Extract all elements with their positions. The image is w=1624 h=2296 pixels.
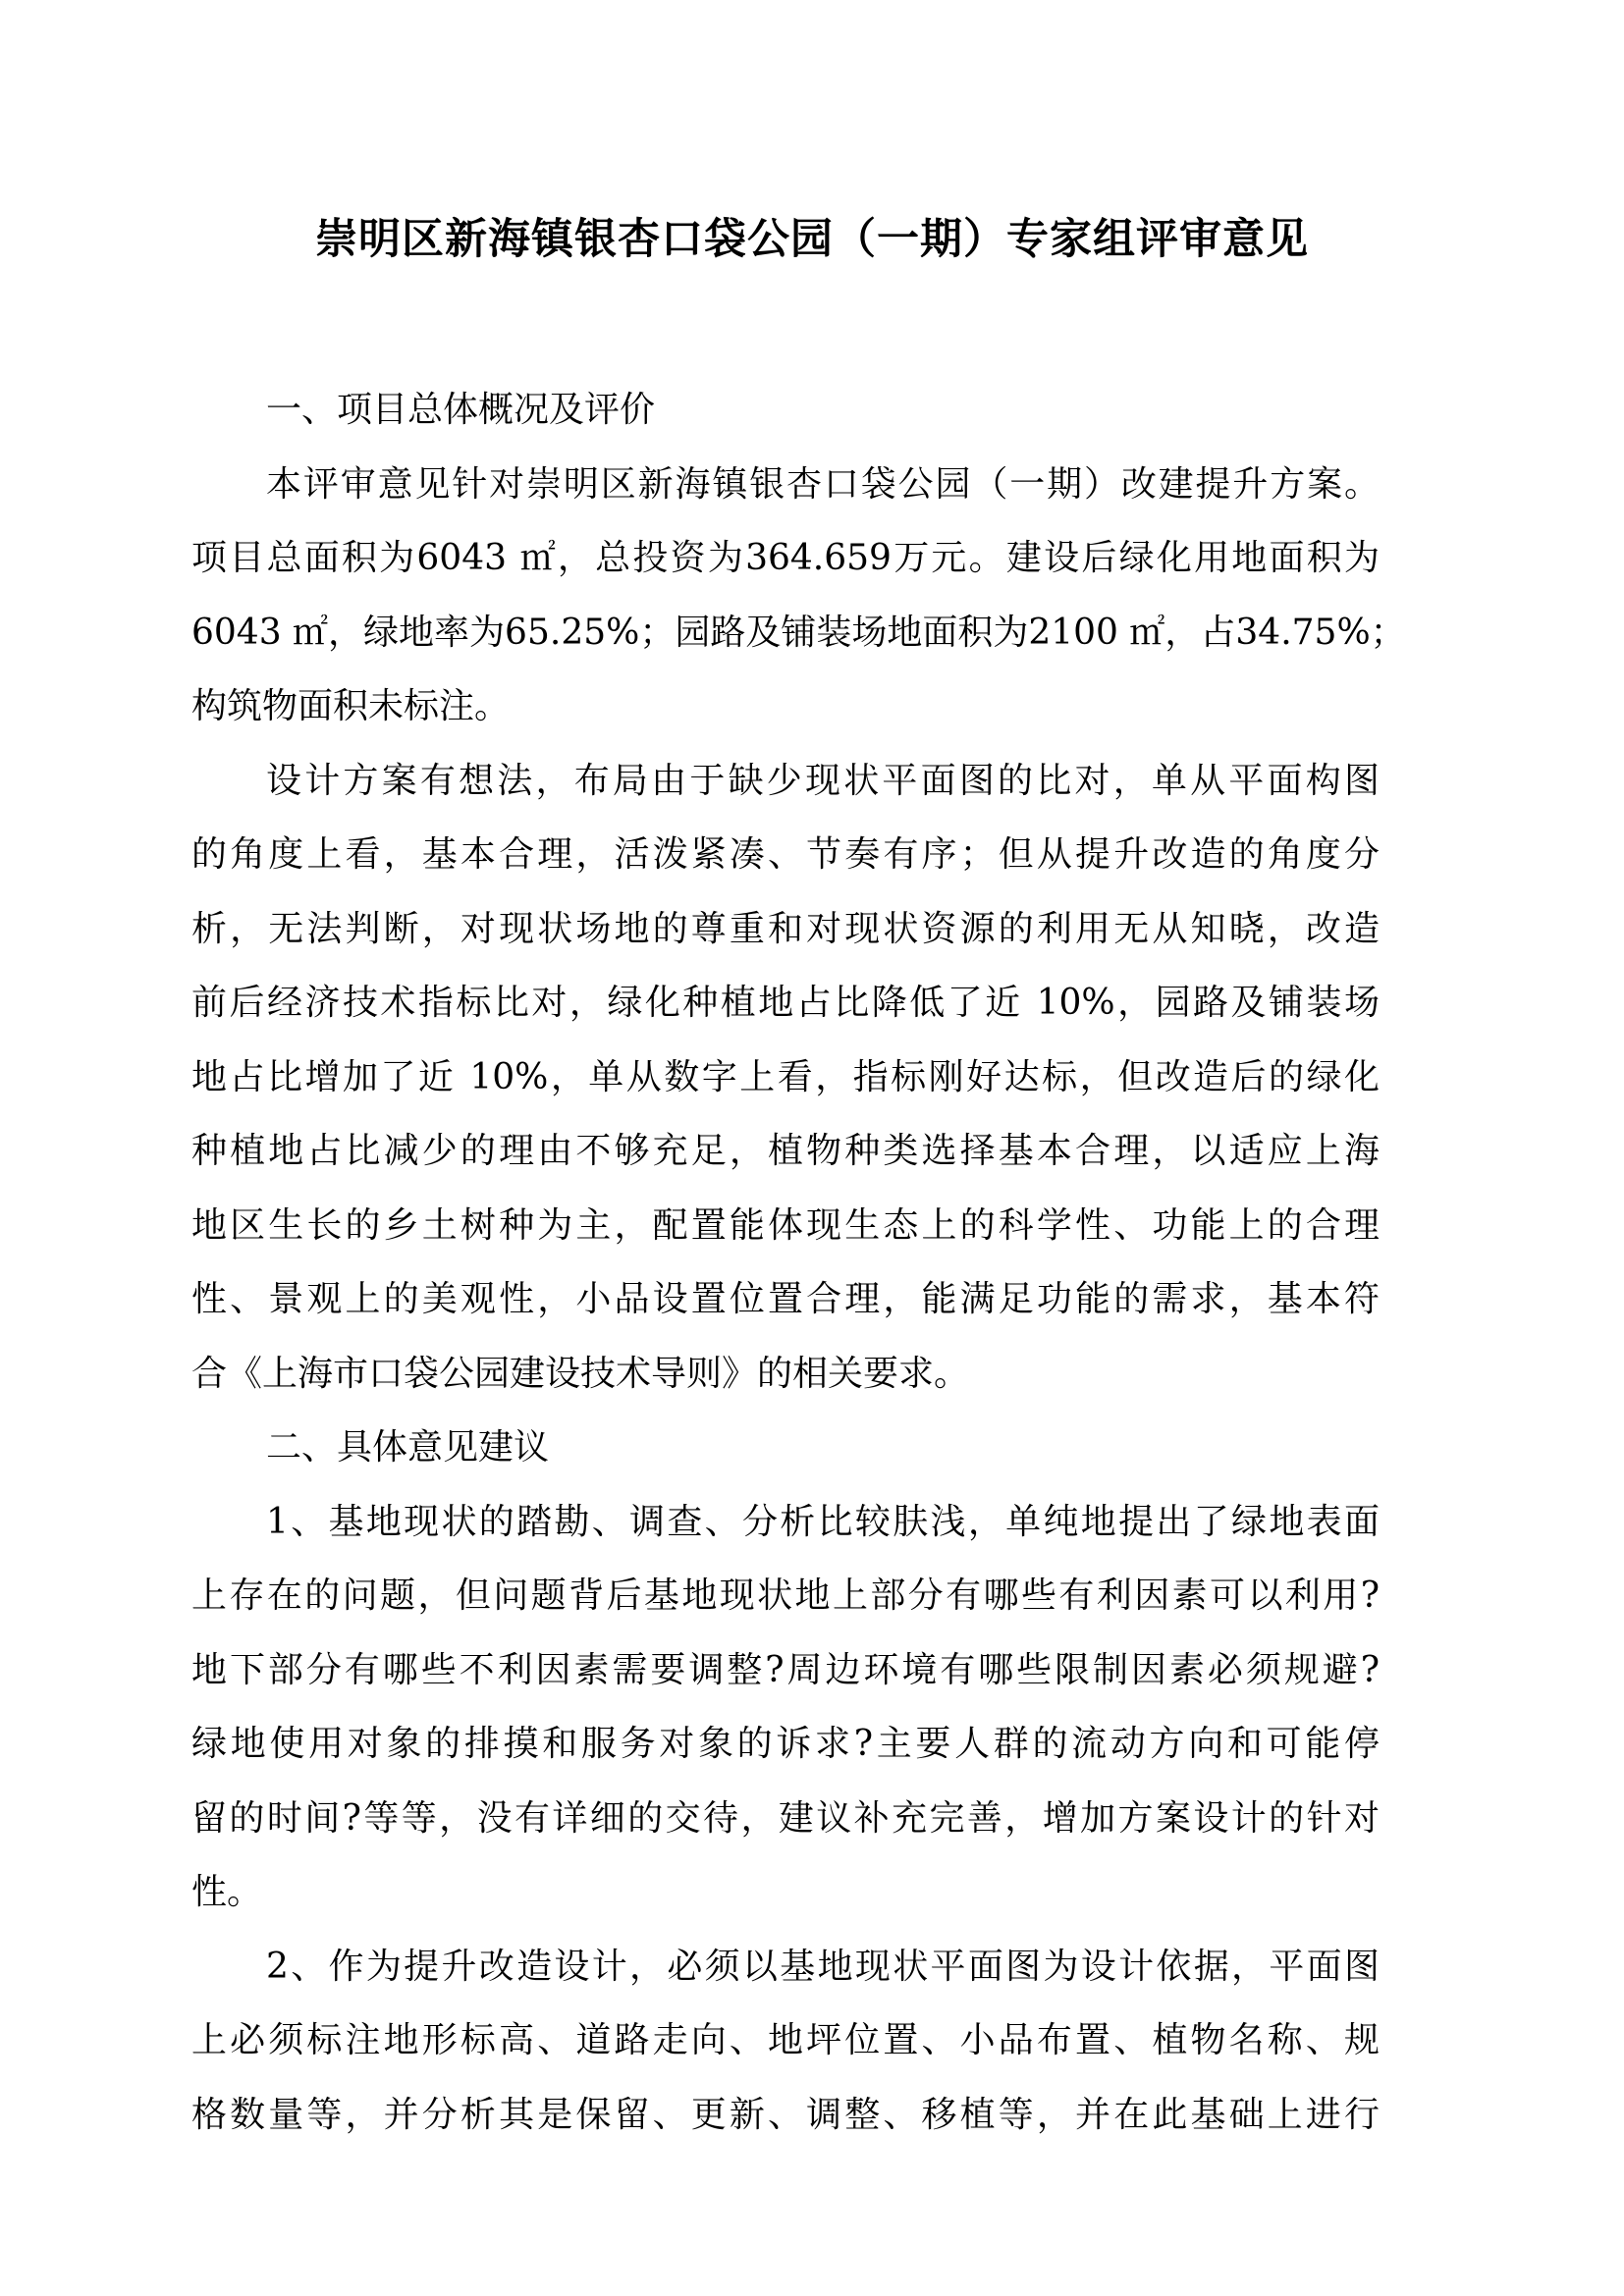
paragraph-line: 种植地占比减少的理由不够充足，植物种类选择基本合理，以适应上海: [191, 1131, 1380, 1171]
paragraph-line: 合《上海市口袋公园建设技术导则》的相关要求。: [191, 1353, 970, 1394]
paragraph-line: 地占比增加了近 10%，单从数字上看，指标刚好达标，但改造后的绿化: [191, 1056, 1380, 1097]
paragraph-line: 上存在的问题，但问题背后基地现状地上部分有哪些有利因素可以利用?: [191, 1575, 1380, 1616]
paragraph-line: 的角度上看，基本合理，活泼紧凑、节奏有序；但从提升改造的角度分: [191, 834, 1380, 875]
section-heading-2: 二、具体意见建议: [266, 1427, 550, 1468]
paragraph-line: 留的时间?等等，没有详细的交待，建议补充完善，增加方案设计的针对: [191, 1797, 1380, 1839]
paragraph-line: 地下部分有哪些不利因素需要调整?周边环境有哪些限制因素必须规避?: [191, 1649, 1380, 1690]
paragraph-line: 前后经济技术指标比对，绿化种植地占比降低了近 10%，园路及铺装场: [191, 983, 1380, 1023]
paragraph-line: 地区生长的乡土树种为主，配置能体现生态上的科学性、功能上的合理: [191, 1204, 1380, 1246]
paragraph-line: 本评审意见针对崇明区新海镇银杏口袋公园（一期）改建提升方案。: [266, 463, 1380, 505]
paragraph-line: 上必须标注地形标高、道路走向、地坪位置、小品布置、植物名称、规: [191, 2020, 1380, 2060]
paragraph-line: 格数量等，并分析其是保留、更新、调整、移植等，并在此基础上进行: [191, 2094, 1380, 2135]
paragraph-line: 1、基地现状的踏勘、调查、分析比较肤浅，单纯地提出了绿地表面: [266, 1501, 1380, 1542]
paragraph-line: 绿地使用对象的排摸和服务对象的诉求?主要人群的流动方向和可能停: [191, 1724, 1380, 1764]
paragraph-line: 6043 ㎡，绿地率为65.25%；园路及铺装场地面积为2100 ㎡，占34.75%；: [191, 612, 1406, 653]
paragraph-line: 设计方案有想法，布局由于缺少现状平面图的比对，单从平面构图: [266, 760, 1380, 801]
paragraph-line: 性。: [191, 1872, 263, 1912]
paragraph-line: 性、景观上的美观性，小品设置位置合理，能满足功能的需求，基本符: [191, 1279, 1380, 1319]
paragraph-line: 构筑物面积未标注。: [191, 686, 511, 726]
section-heading-1: 一、项目总体概况及评价: [266, 390, 656, 430]
paragraph-line: 2、作为提升改造设计，必须以基地现状平面图为设计依据，平面图: [266, 1946, 1380, 1987]
document-title: 崇明区新海镇银杏口袋公园（一期）专家组评审意见: [315, 215, 1309, 264]
paragraph-line: 析，无法判断，对现状场地的尊重和对现状资源的利用无从知晓，改造: [191, 908, 1380, 949]
paragraph-line: 项目总面积为6043 ㎡，总投资为364.659万元。建设后绿化用地面积为: [191, 538, 1380, 578]
